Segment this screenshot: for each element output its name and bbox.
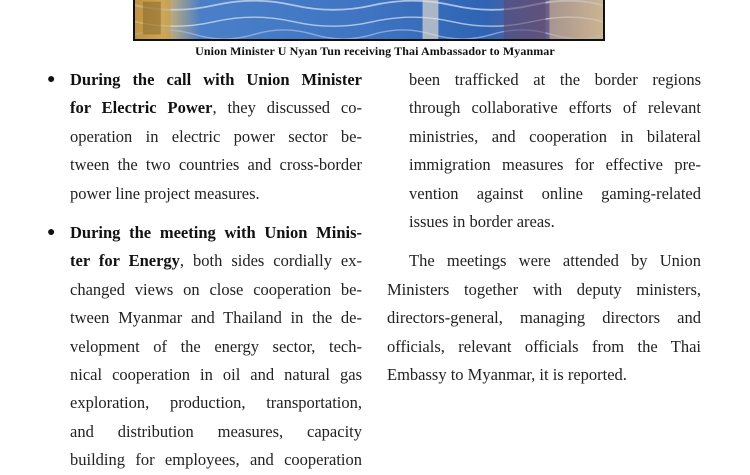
bullet-electric-power [47,66,362,208]
text-line: The meetings were attended by Union [409,251,701,271]
text-line: immigration measures for effective pre- [409,155,701,175]
continued-paragraph [387,66,701,236]
text-line: through collaborative efforts of relevant [409,98,701,118]
text-line: Embassy to Myanmar, it is reported. [387,365,627,385]
right-column [387,66,701,389]
text-line: building for employees, and cooperation [70,450,362,470]
carpet-pattern-image [135,0,603,39]
text-line: tween Myanmar and Thailand in the de- [70,308,362,328]
bullet-icon: ● [47,72,56,87]
text-line: officials, relevant officials from the Thai [387,336,701,356]
text-line: During the meeting with Union Minis- [70,223,362,243]
bullet-icon: ● [47,225,56,241]
text-line: During the call with Union Minister [70,70,362,89]
text-line: directors-general, managing directors and [387,308,701,328]
text-line: issues in border areas. [409,212,555,232]
left-column [47,66,362,475]
text-line: power line project measures. [70,183,260,203]
text-line: ter for Energy, both sides cordially ex- [70,251,362,271]
text-line: operation in electric power sector be- [70,126,362,146]
closing-paragraph [387,247,701,389]
photo-caption: Union Minister U Nyan Tun receiving Thai Ambassador to Myanmar [195,44,555,58]
text-line: velopment of the energy sector, tech- [70,336,362,356]
text-line: and distribution measures, capacity [70,421,362,441]
text-line: for Electric Power, they discussed co- [70,98,362,118]
text-line: been trafficked at the border regions [409,70,701,89]
text-line: vention against online gaming-related [409,183,701,203]
bullet-energy [47,219,362,475]
text-line: Ministers together with deputy ministers, [387,279,701,299]
text-line: tween the two countries and cross-border [70,155,362,175]
news-photo [133,0,605,41]
text-line: nical cooperation in oil and natural gas [70,365,362,385]
text-line: exploration, production, transportation, [70,393,362,413]
text-line: changed views on close cooperation be- [70,279,362,299]
text-line: ministries, and cooperation in bilateral [409,126,701,146]
